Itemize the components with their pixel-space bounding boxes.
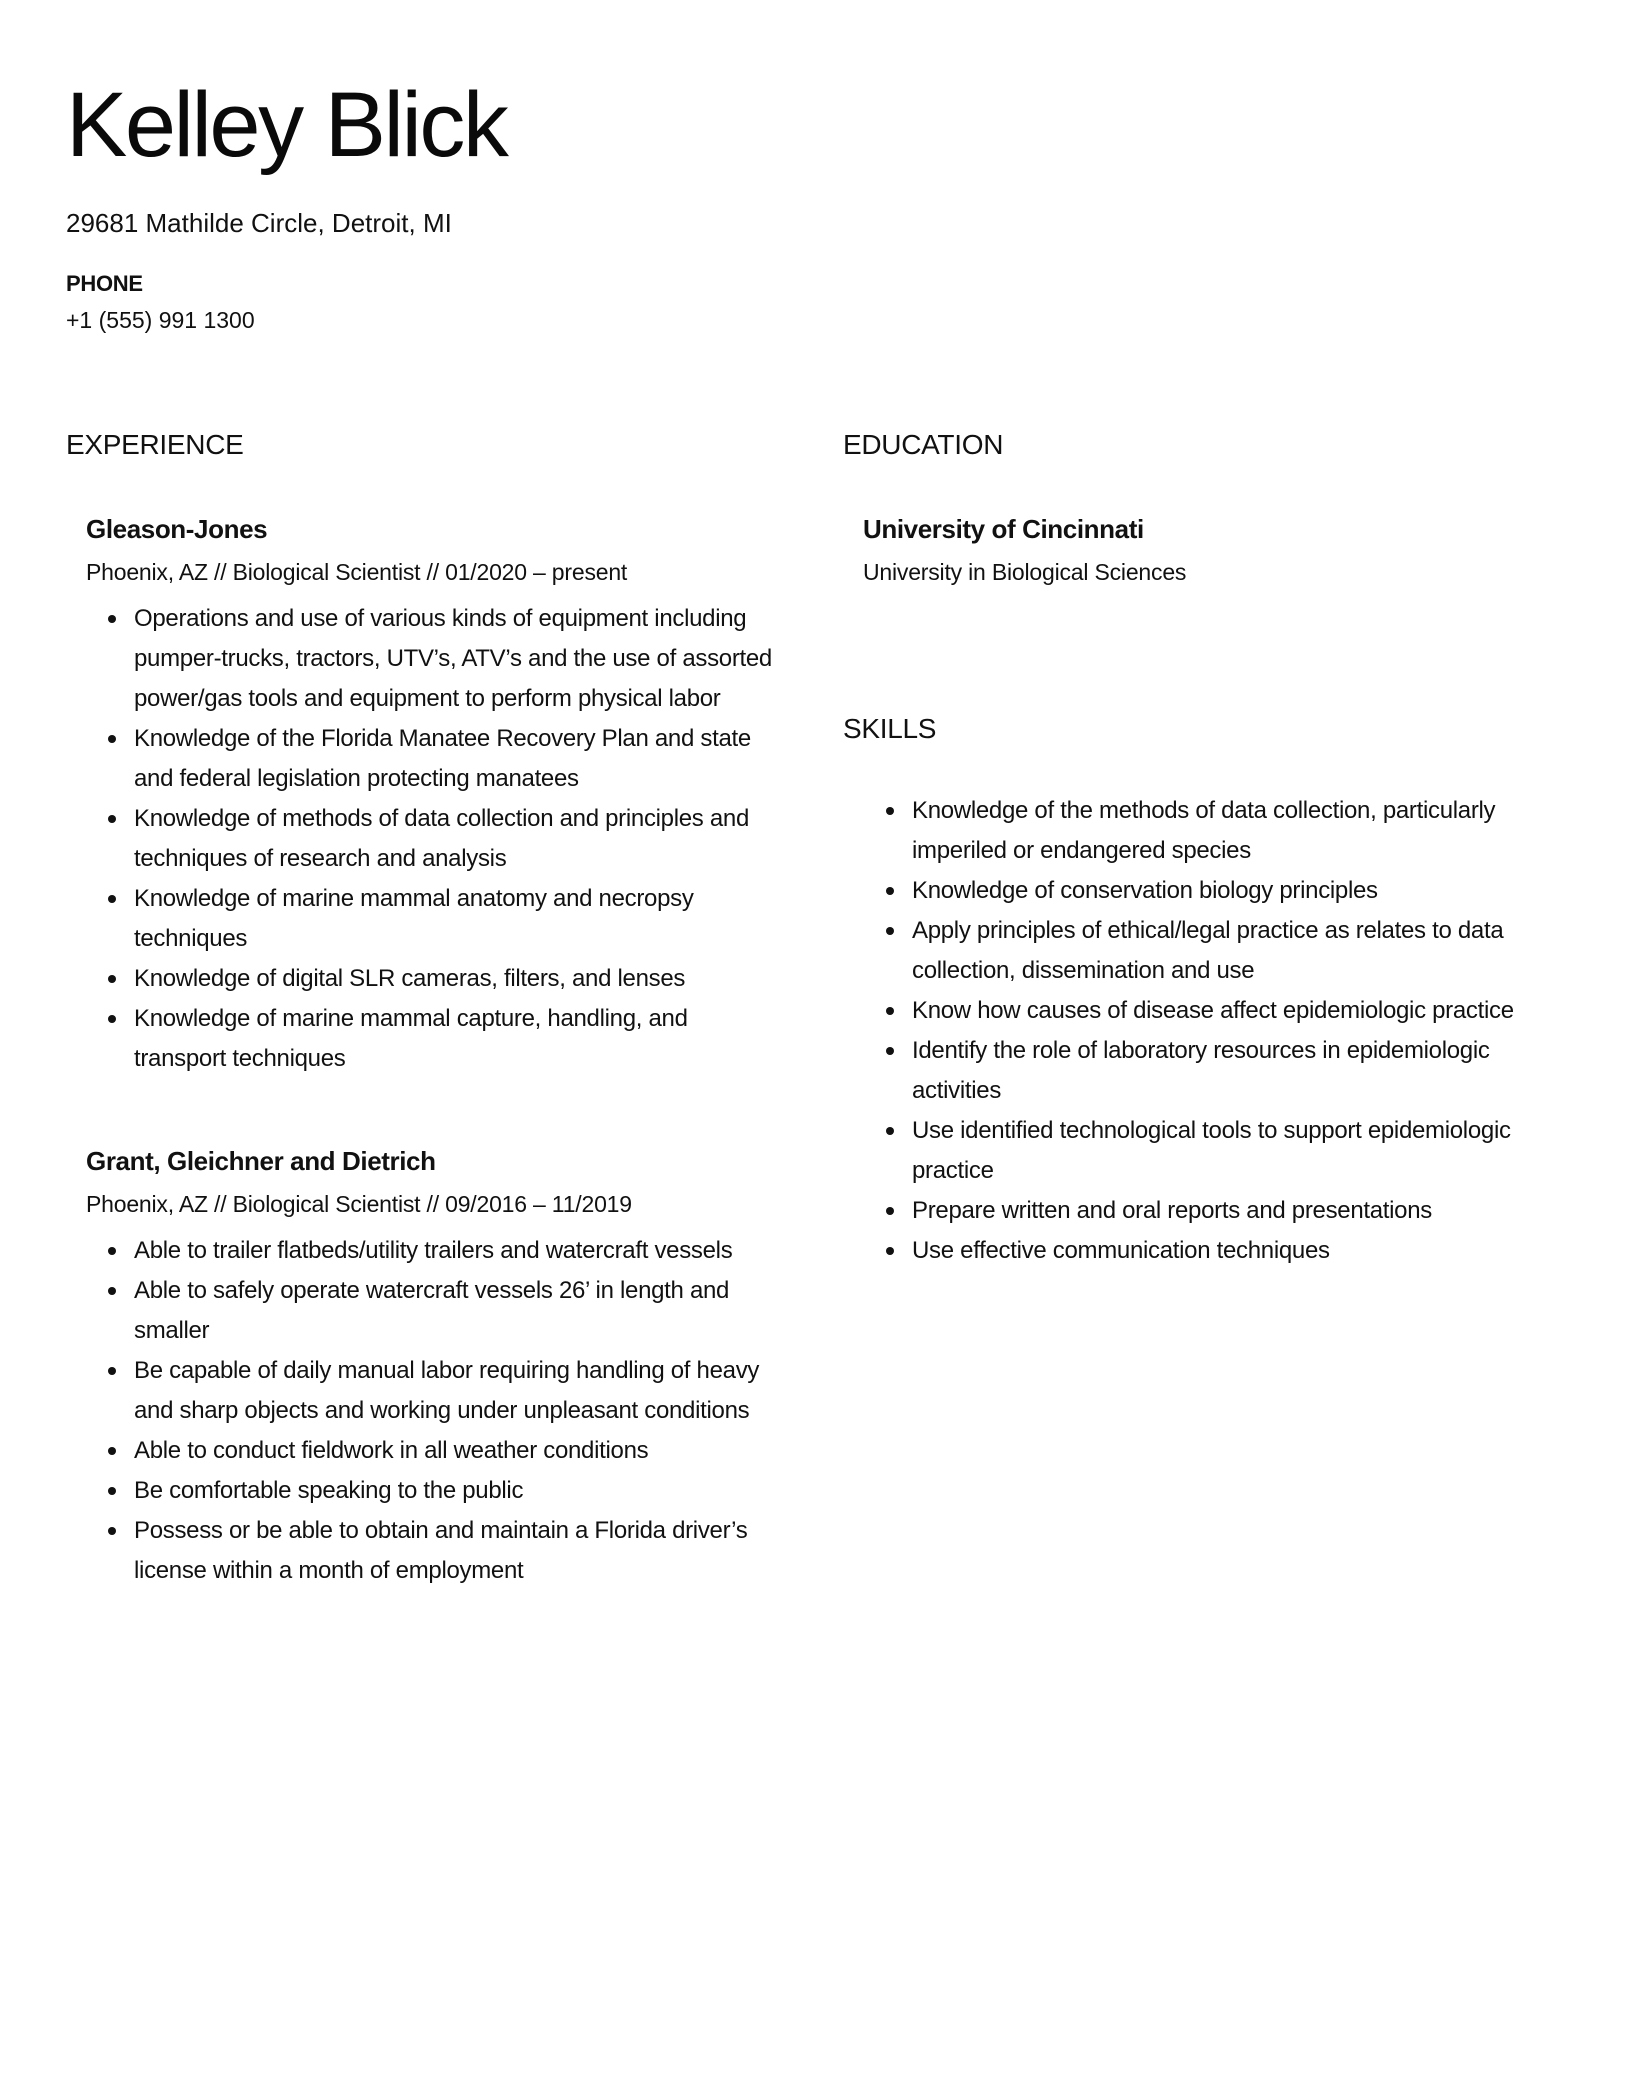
job-bullet: [134, 999, 774, 1079]
degree: University in Biological Sciences: [863, 559, 1187, 585]
job-bullet-text: Able to trailer flatbeds/utility trailers and watercraft vessels: [134, 1237, 733, 1264]
skill-item: [912, 1111, 1572, 1191]
job-entry: [86, 512, 786, 1079]
skill-item: [912, 1231, 1572, 1271]
job-bullet: [134, 1271, 774, 1351]
bullet-icon: [108, 735, 116, 743]
job-company: Grant, Gleichner and Dietrich: [86, 1146, 436, 1176]
bullet-icon: [108, 1287, 116, 1295]
bullet-icon: [886, 927, 894, 935]
job-bullet: [134, 719, 774, 799]
job-bullet-text: Be comfortable speaking to the public: [134, 1477, 524, 1504]
job-company: Gleason-Jones: [86, 514, 268, 544]
job-bullet-text: Knowledge of digital SLR cameras, filters, and lenses: [134, 965, 686, 992]
bullet-icon: [886, 1207, 894, 1215]
bullet-icon: [108, 975, 116, 983]
experience-section: [66, 428, 786, 1591]
job-bullet: [134, 879, 774, 959]
bullet-icon: [108, 1367, 116, 1375]
bullet-icon: [108, 1247, 116, 1255]
bullet-icon: [108, 1015, 116, 1023]
skills-heading: SKILLS: [843, 713, 937, 744]
job-entry: [86, 1144, 786, 1591]
job-bullet: [134, 1351, 774, 1431]
job-bullet-text: Be capable of daily manual labor requiring handling of heavy and sharp objects and working under unpleasant conditions: [134, 1357, 760, 1424]
job-bullet-text: Knowledge of methods of data collection and principles and techniques of research and analysis: [134, 805, 750, 872]
bullet-icon: [886, 887, 894, 895]
job-bullet-text: Able to safely operate watercraft vessels 26’ in length and smaller: [134, 1277, 730, 1344]
phone-label: PHONE: [66, 271, 143, 296]
bullet-icon: [886, 1007, 894, 1015]
job-bullet: [134, 1471, 774, 1511]
skill-text: Use identified technological tools to support epidemiologic practice: [912, 1117, 1511, 1184]
job-bullet-text: Knowledge of the Florida Manatee Recovery Plan and state and federal legislation protecting manatees: [134, 725, 751, 792]
job-bullet-text: Possess or be able to obtain and maintain a Florida driver’s license within a month of employment: [134, 1517, 748, 1584]
skill-item: [912, 871, 1572, 911]
bullet-icon: [108, 615, 116, 623]
job-bullets: [86, 599, 774, 1079]
school-name: University of Cincinnati: [863, 514, 1144, 544]
job-bullet: [134, 799, 774, 879]
job-bullet: [134, 959, 774, 999]
job-meta: Phoenix, AZ // Biological Scientist // 09/2016 – 11/2019: [86, 1191, 632, 1217]
candidate-name: Kelley Blick: [66, 74, 507, 176]
job-meta: Phoenix, AZ // Biological Scientist // 01/2020 – present: [86, 559, 628, 585]
skill-text: Prepare written and oral reports and presentations: [912, 1197, 1432, 1224]
skill-text: Apply principles of ethical/legal practice as relates to data collection, dissemination and use: [912, 917, 1504, 984]
bullet-icon: [886, 1247, 894, 1255]
skill-item: [912, 991, 1572, 1031]
bullet-icon: [886, 1047, 894, 1055]
bullet-icon: [108, 895, 116, 903]
bullet-icon: [108, 1487, 116, 1495]
skill-text: Know how causes of disease affect epidemiologic practice: [912, 997, 1514, 1024]
skills-list: [843, 791, 1572, 1271]
job-bullet-text: Able to conduct fieldwork in all weather conditions: [134, 1437, 649, 1464]
skill-item: [912, 1031, 1572, 1111]
job-bullets: [86, 1231, 774, 1591]
skills-section: [843, 712, 1573, 1271]
bullet-icon: [108, 1527, 116, 1535]
job-bullet: [134, 1231, 774, 1271]
skill-item: [912, 791, 1572, 871]
job-bullet: [134, 1431, 774, 1471]
job-bullet-text: Operations and use of various kinds of equipment including pumper-trucks, tractors, UTV’s, ATV’s and the use of assorted power/gas tools and equipment to perform physical labor: [134, 605, 772, 712]
skill-text: Identify the role of laboratory resources in epidemiologic activities: [912, 1037, 1490, 1104]
skill-text: Knowledge of the methods of data collection, particularly imperiled or endangered species: [912, 797, 1496, 864]
address: 29681 Mathilde Circle, Detroit, MI: [66, 208, 452, 238]
job-bullet-text: Knowledge of marine mammal capture, handling, and transport techniques: [134, 1005, 688, 1072]
bullet-icon: [108, 815, 116, 823]
education-section: [843, 428, 1573, 589]
phone-number: +1 (555) 991 1300: [66, 307, 255, 333]
skill-item: [912, 911, 1572, 991]
education-skills-column: [843, 428, 1573, 1271]
bullet-icon: [886, 807, 894, 815]
job-bullet: [134, 1511, 774, 1591]
bullet-icon: [886, 1127, 894, 1135]
experience-heading: EXPERIENCE: [66, 429, 244, 460]
bullet-icon: [108, 1447, 116, 1455]
skill-item: [912, 1191, 1572, 1231]
skill-text: Use effective communication techniques: [912, 1237, 1330, 1264]
skill-text: Knowledge of conservation biology principles: [912, 877, 1378, 904]
job-bullet-text: Knowledge of marine mammal anatomy and necropsy techniques: [134, 885, 694, 952]
job-bullet: [134, 599, 774, 719]
education-entry: [863, 512, 1573, 589]
education-heading: EDUCATION: [843, 429, 1004, 460]
